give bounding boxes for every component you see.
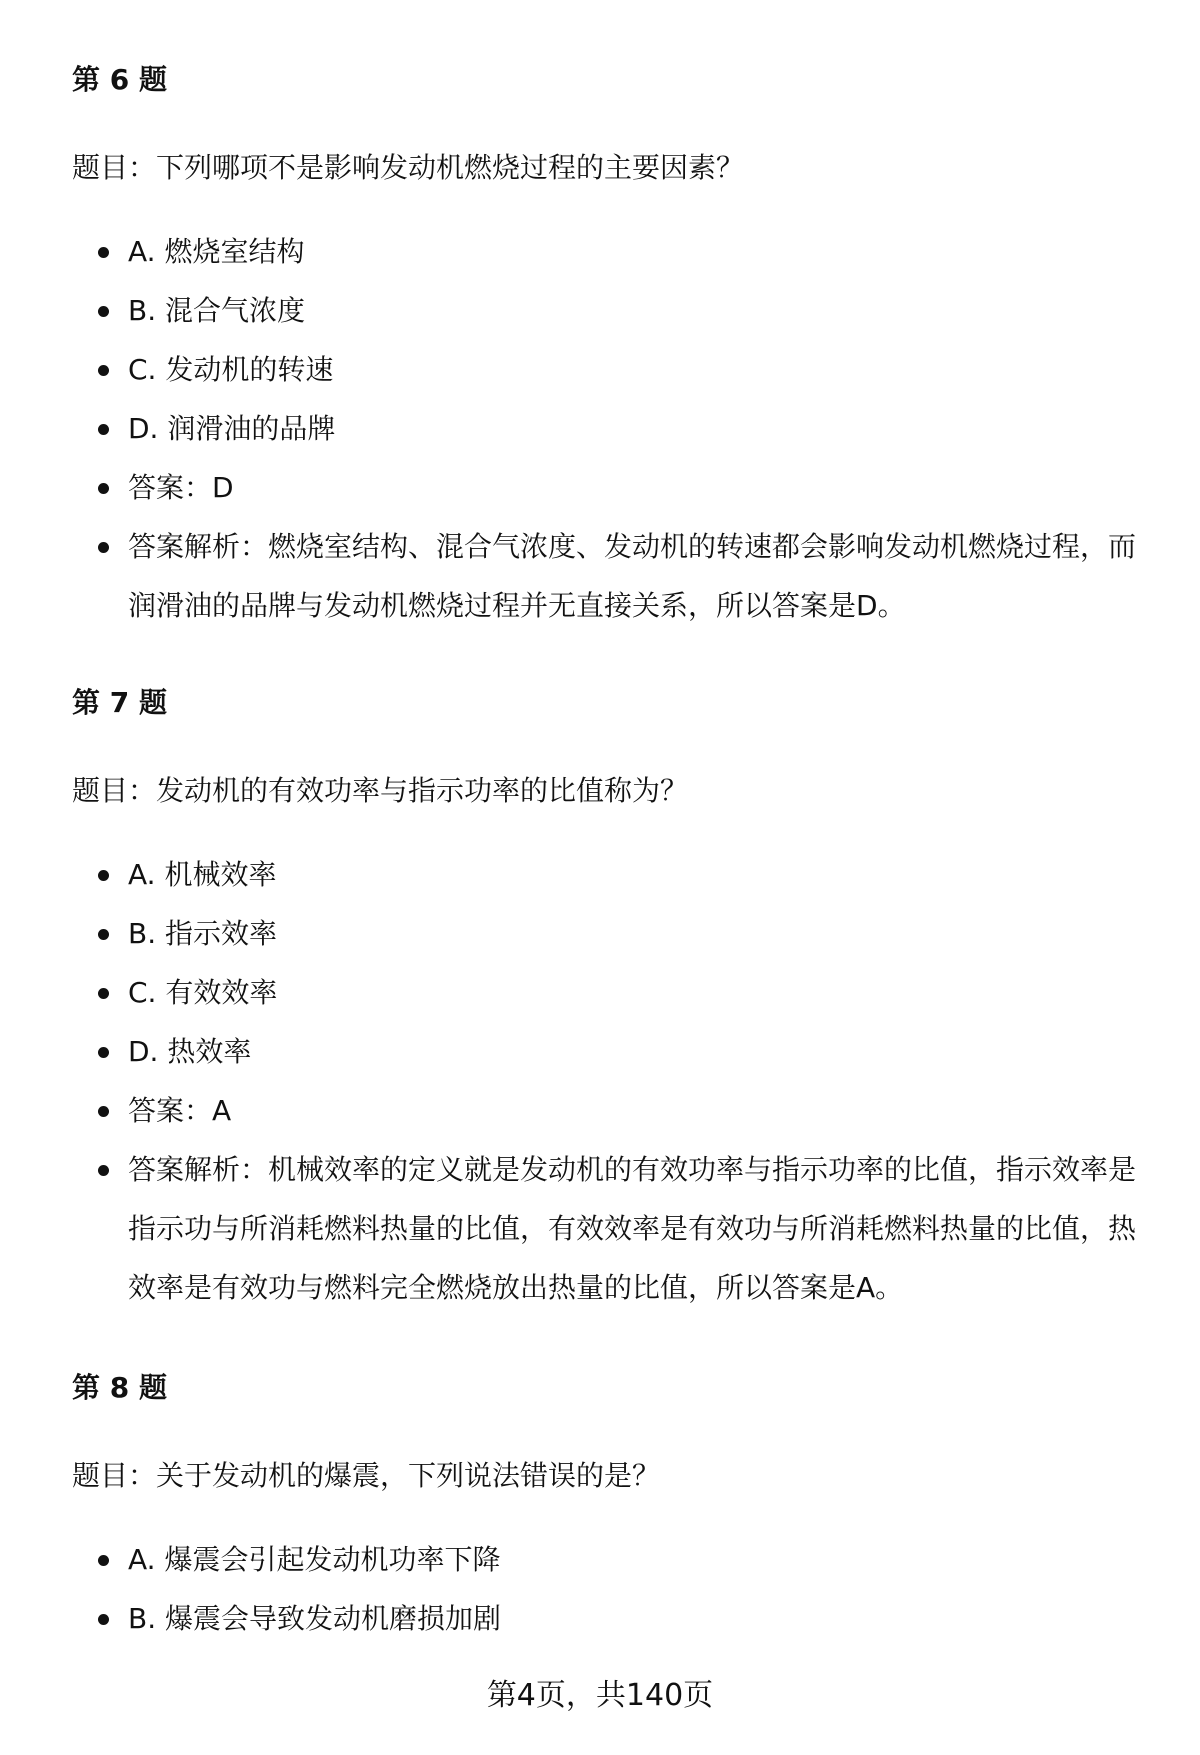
question-stem: 题目：关于发动机的爆震，下列说法错误的是？ <box>72 1459 661 1492</box>
bullet-icon <box>98 1555 109 1566</box>
option-d <box>72 1022 1142 1081</box>
option-text: A. 机械效率 <box>128 858 277 891</box>
option-list <box>72 1530 1142 1648</box>
bullet-icon <box>98 483 109 494</box>
option-list <box>72 845 1142 1317</box>
explanation-text: 答案解析：燃烧室结构、混合气浓度、发动机的转速都会影响发动机燃烧过程，而润滑油的品牌与发动机燃烧过程并无直接关系，所以答案是D。 <box>128 530 1137 622</box>
question-heading: 第 7 题 <box>72 686 167 719</box>
option-a <box>72 1530 1142 1589</box>
bullet-icon <box>98 365 109 376</box>
option-c <box>72 340 1142 399</box>
option-text: B. 指示效率 <box>128 917 278 950</box>
answer <box>72 1081 1142 1140</box>
bullet-icon <box>98 870 109 881</box>
option-a <box>72 222 1142 281</box>
option-text: C. 发动机的转速 <box>128 353 334 386</box>
option-b <box>72 281 1142 340</box>
option-b <box>72 1589 1142 1648</box>
answer <box>72 458 1142 517</box>
option-text: A. 爆震会引起发动机功率下降 <box>128 1543 501 1576</box>
option-text: D. 润滑油的品牌 <box>128 412 336 445</box>
bullet-icon <box>98 929 109 940</box>
option-b <box>72 904 1142 963</box>
option-list <box>72 222 1142 635</box>
option-text: B. 混合气浓度 <box>128 294 306 327</box>
answer-text: 答案：D <box>128 471 234 504</box>
question-7 <box>72 683 1142 1317</box>
bullet-icon <box>98 306 109 317</box>
question-6 <box>72 60 1142 635</box>
explanation-text: 答案解析：机械效率的定义就是发动机的有效功率与指示功率的比值，指示效率是指示功与所消耗燃料热量的比值，有效效率是有效功与所消耗燃料热量的比值，热效率是有效功与燃料完全燃烧放出热量的比值，所以答案是A。 <box>128 1153 1137 1304</box>
bullet-icon <box>98 1165 109 1176</box>
option-d <box>72 399 1142 458</box>
question-8 <box>72 1368 1142 1648</box>
bullet-icon <box>98 1047 109 1058</box>
question-heading: 第 8 题 <box>72 1371 167 1404</box>
bullet-icon <box>98 988 109 999</box>
option-text: A. 燃烧室结构 <box>128 235 305 268</box>
question-stem: 题目：发动机的有效功率与指示功率的比值称为？ <box>72 774 689 807</box>
question-stem: 题目：下列哪项不是影响发动机燃烧过程的主要因素？ <box>72 151 745 184</box>
option-text: C. 有效效率 <box>128 976 278 1009</box>
answer-text: 答案：A <box>128 1094 232 1127</box>
option-c <box>72 963 1142 1022</box>
bullet-icon <box>98 1106 109 1117</box>
answer-explanation <box>72 1140 1142 1317</box>
bullet-icon <box>98 247 109 258</box>
page-number: 第4页，共140页 <box>486 1678 714 1713</box>
bullet-icon <box>98 542 109 553</box>
option-text: D. 热效率 <box>128 1035 252 1068</box>
bullet-icon <box>98 1614 109 1625</box>
bullet-icon <box>98 424 109 435</box>
answer-explanation <box>72 517 1142 635</box>
question-heading: 第 6 题 <box>72 63 167 96</box>
option-text: B. 爆震会导致发动机磨损加剧 <box>128 1602 502 1635</box>
option-a <box>72 845 1142 904</box>
